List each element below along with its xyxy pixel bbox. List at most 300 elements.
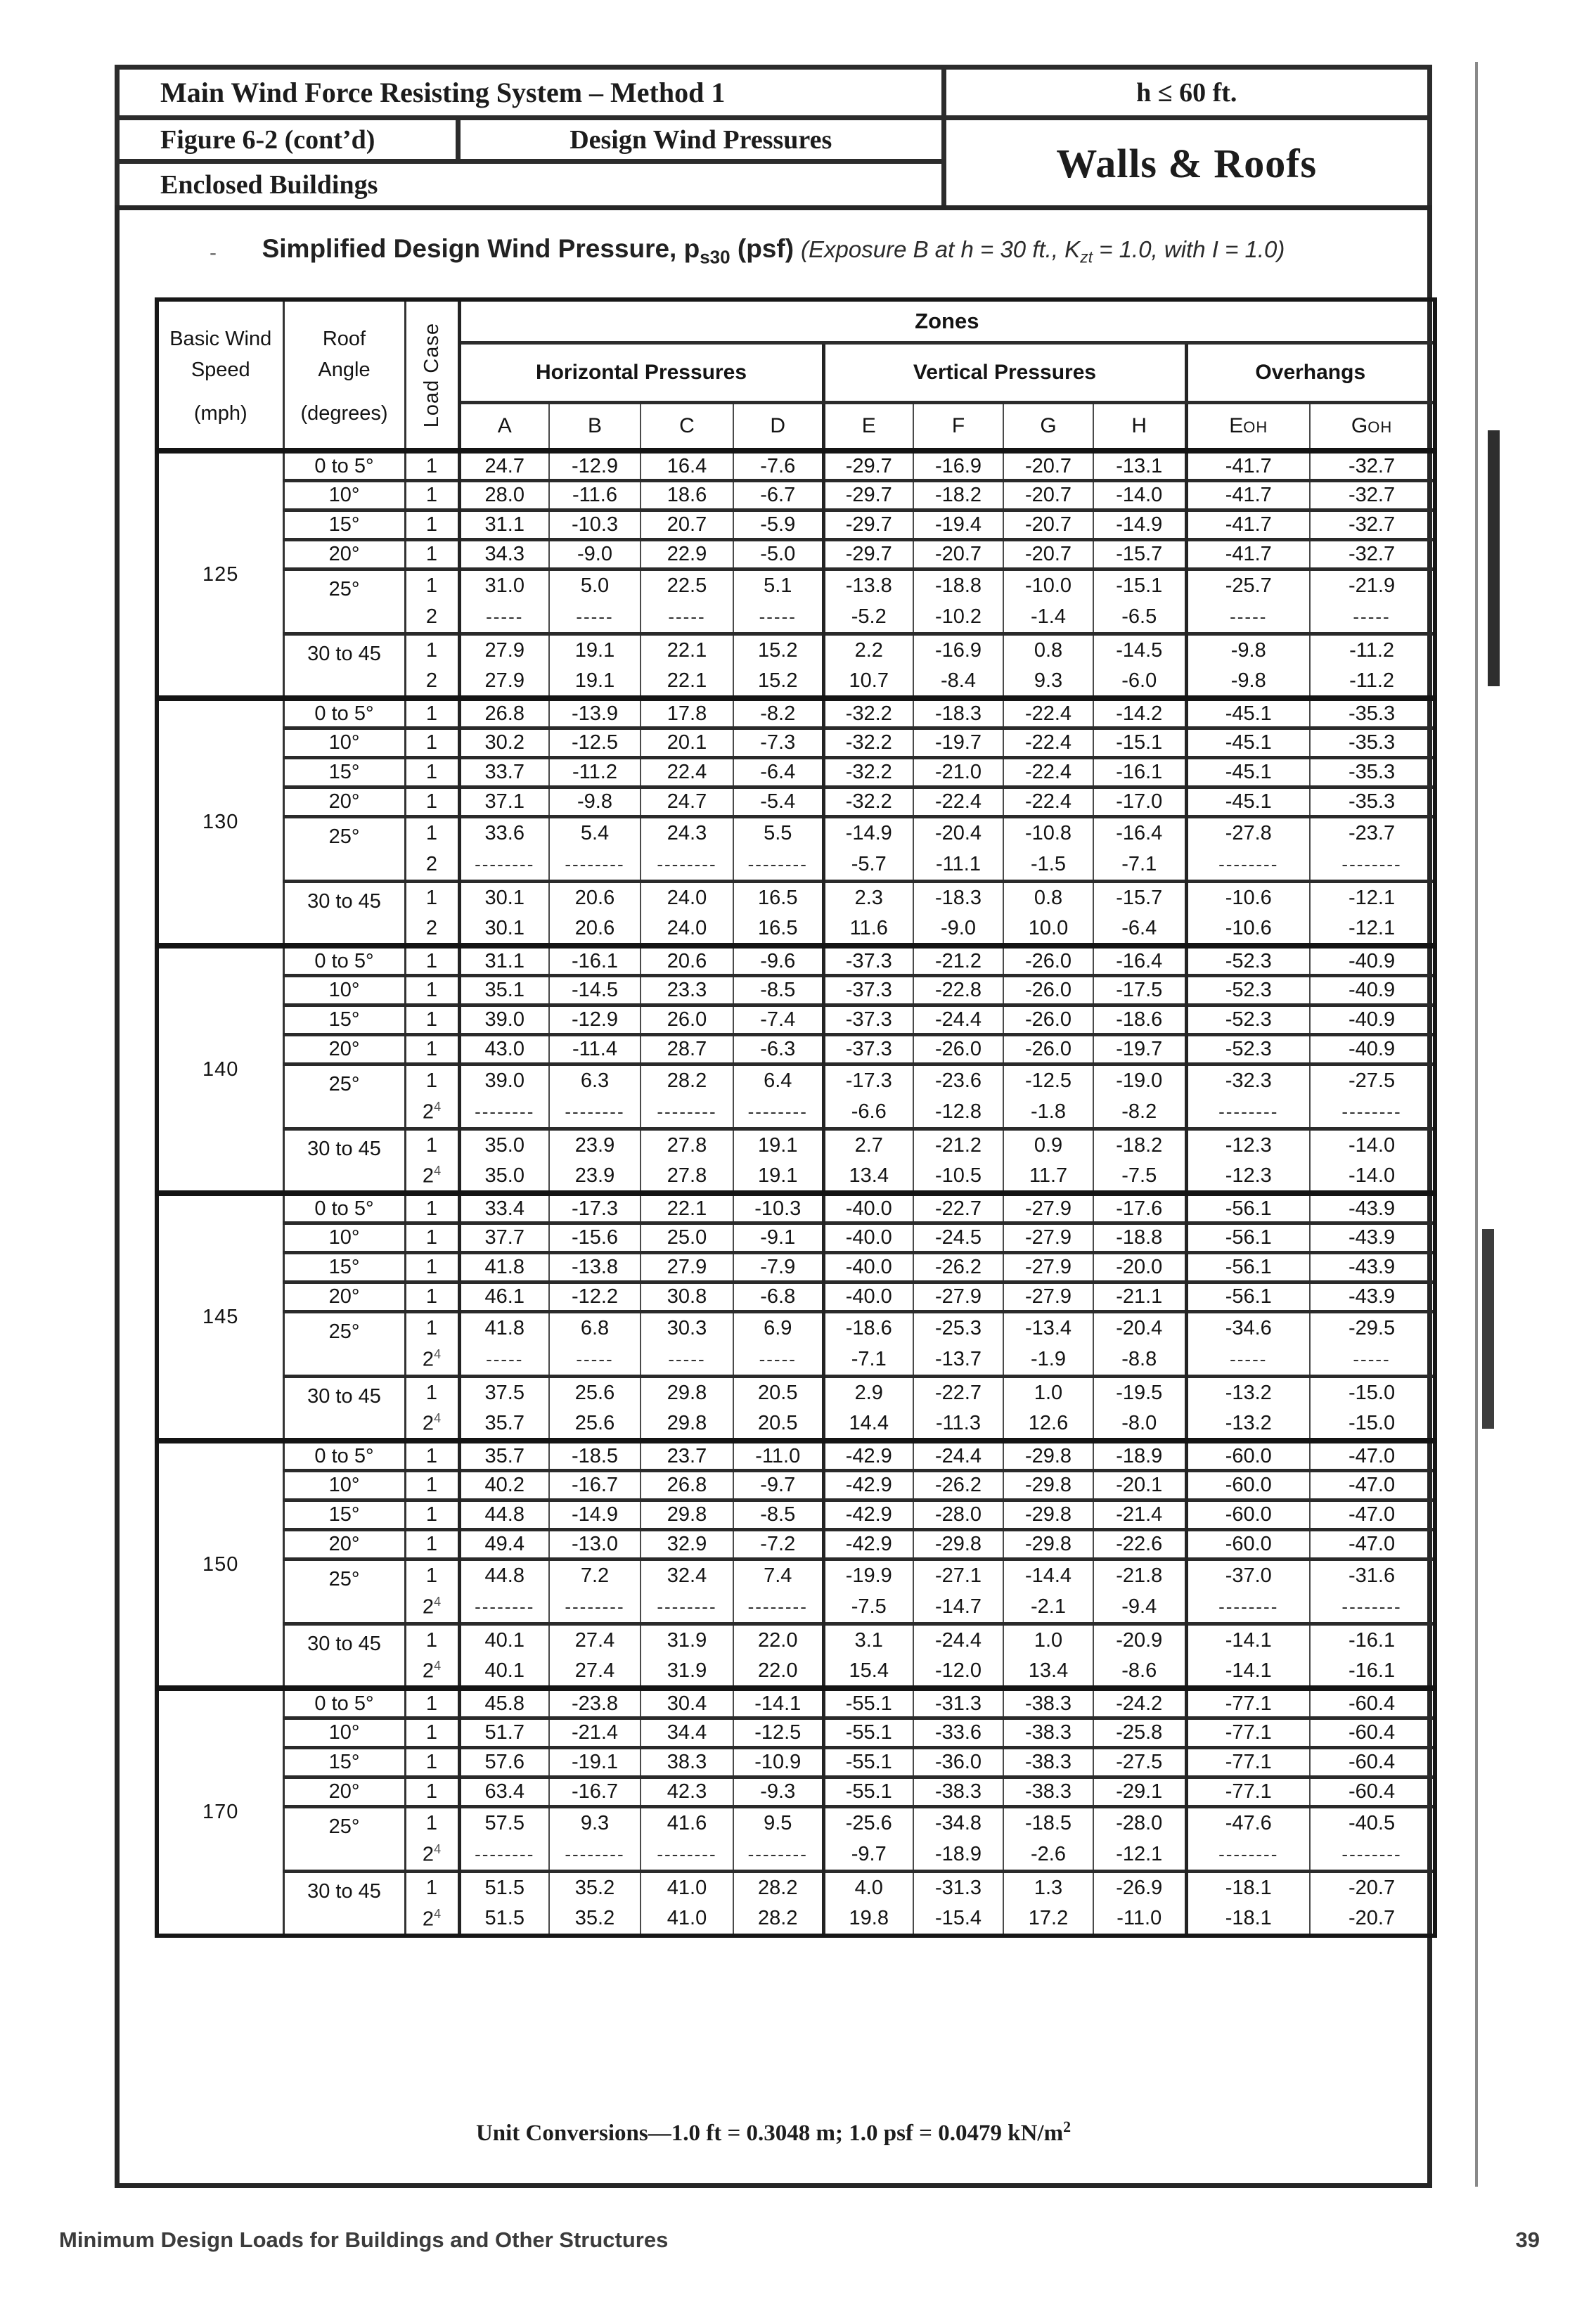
figure-header-left	[120, 70, 946, 206]
page-footer	[59, 2227, 1540, 2253]
pressure-value: -12.3	[1186, 1129, 1310, 1161]
pressure-value: -6.8	[733, 1282, 823, 1311]
roof-angle-value: 10°	[283, 975, 405, 1005]
load-case-value: 1	[405, 480, 459, 510]
pressure-value: -10.8	[1003, 816, 1093, 849]
pressure-value: 23.3	[641, 975, 733, 1005]
pressure-value: 35.2	[549, 1871, 641, 1903]
page-edge-line	[1475, 62, 1478, 2187]
pressure-value: -14.2	[1093, 698, 1186, 728]
pressure-value: --------	[459, 1591, 549, 1623]
pressure-value: 51.5	[459, 1903, 549, 1936]
pressure-value: 1.0	[1003, 1623, 1093, 1656]
pressure-value: -29.8	[913, 1529, 1003, 1559]
pressure-value: -28.0	[913, 1500, 1003, 1529]
pressure-value: -16.7	[549, 1777, 641, 1806]
pressure-value: 9.3	[1003, 666, 1093, 698]
angle-unit: (degrees)	[300, 402, 388, 425]
pressure-value: -16.1	[1310, 1656, 1435, 1688]
pressure-value: 27.9	[459, 666, 549, 698]
pressure-value: -26.0	[1003, 1005, 1093, 1034]
header-zones: Zones	[459, 300, 1435, 343]
load-case-value: 1	[405, 1500, 459, 1529]
load-case-value: 1	[405, 1282, 459, 1311]
building-type: Enclosed Buildings	[160, 170, 378, 200]
pressure-value: 6.8	[549, 1311, 641, 1344]
pressure-value: -26.2	[913, 1252, 1003, 1282]
pressure-value: -52.3	[1186, 1005, 1310, 1034]
revision-bar-top	[1488, 430, 1500, 686]
pressure-value: -20.0	[1093, 1252, 1186, 1282]
pressure-value: 23.9	[549, 1161, 641, 1193]
pressure-value: -27.5	[1310, 1064, 1435, 1096]
pressure-value: 6.4	[733, 1064, 823, 1096]
pressure-value: -12.1	[1093, 1839, 1186, 1871]
pressure-value: -55.1	[823, 1718, 913, 1747]
load-case-value: 2	[405, 666, 459, 698]
pressure-value: 28.2	[641, 1064, 733, 1096]
pressure-value: 35.2	[549, 1903, 641, 1936]
pressure-value: 31.1	[459, 946, 549, 975]
pressure-value: 19.1	[549, 634, 641, 666]
pressure-value: -45.1	[1186, 787, 1310, 816]
roof-angle-value: 30 to 45	[283, 1376, 405, 1441]
pressure-value: -10.6	[1186, 913, 1310, 946]
pressure-value: 9.3	[549, 1806, 641, 1839]
pressure-value: 10.7	[823, 666, 913, 698]
pressure-value: --------	[459, 1096, 549, 1129]
pressure-value: -40.9	[1310, 1005, 1435, 1034]
pressure-value: 63.4	[459, 1777, 549, 1806]
pressure-value: -55.1	[823, 1777, 913, 1806]
pressure-value: -47.6	[1186, 1806, 1310, 1839]
pressure-value: -32.2	[823, 757, 913, 787]
pressure-value: 25.6	[549, 1408, 641, 1441]
pressure-value: -60.4	[1310, 1718, 1435, 1747]
pressure-value: -15.7	[1093, 539, 1186, 569]
pressure-value: 22.1	[641, 666, 733, 698]
pressure-value: -5.0	[733, 539, 823, 569]
pressure-value: -2.6	[1003, 1839, 1093, 1871]
pressure-value: -9.8	[1186, 666, 1310, 698]
pressure-value: -37.3	[823, 975, 913, 1005]
pressure-value: -----	[549, 601, 641, 634]
pressure-value: 31.9	[641, 1656, 733, 1688]
pressure-value: 35.7	[459, 1408, 549, 1441]
pressure-value: 11.7	[1003, 1161, 1093, 1193]
pressure-value: -----	[1310, 601, 1435, 634]
pressure-value: 22.4	[641, 757, 733, 787]
pressure-value: -7.6	[733, 451, 823, 480]
pressure-value: --------	[459, 849, 549, 881]
pressure-value: --------	[1186, 1839, 1310, 1871]
pressure-value: -32.7	[1310, 539, 1435, 569]
pressure-value: 28.0	[459, 480, 549, 510]
pressure-value: 14.4	[823, 1408, 913, 1441]
pressure-value: -22.8	[913, 975, 1003, 1005]
pressure-value: -10.6	[1186, 881, 1310, 913]
pressure-value: -24.2	[1093, 1688, 1186, 1718]
pressure-value: 6.3	[549, 1064, 641, 1096]
pressure-value: 19.1	[549, 666, 641, 698]
pressure-value: -10.3	[549, 510, 641, 539]
pressure-value: -14.0	[1310, 1129, 1435, 1161]
pressure-value: 32.4	[641, 1559, 733, 1591]
pressure-value: -6.4	[1093, 913, 1186, 946]
pressure-value: -20.7	[1003, 539, 1093, 569]
pressure-value: -27.8	[1186, 816, 1310, 849]
pressure-value: -16.1	[1093, 757, 1186, 787]
pressure-value: -32.7	[1310, 480, 1435, 510]
pressure-value: 20.6	[549, 913, 641, 946]
pressure-value: --------	[1310, 849, 1435, 881]
pressure-value: 26.8	[459, 698, 549, 728]
height-limit: h ≤ 60 ft.	[946, 70, 1427, 120]
pressure-value: -10.5	[913, 1161, 1003, 1193]
pressure-value: 7.4	[733, 1559, 823, 1591]
load-case-value: 2	[405, 601, 459, 634]
pressure-value: 34.3	[459, 539, 549, 569]
pressure-value: 22.0	[733, 1656, 823, 1688]
pressure-value: 23.7	[641, 1441, 733, 1470]
pressure-value: -8.2	[733, 698, 823, 728]
figure-header	[115, 65, 1432, 211]
pressure-value: -----	[1186, 1344, 1310, 1376]
pressure-value: 33.6	[459, 816, 549, 849]
pressure-value: -21.4	[1093, 1500, 1186, 1529]
pressure-value: -14.9	[549, 1500, 641, 1529]
pressure-value: 22.0	[733, 1623, 823, 1656]
roof-angle-value: 20°	[283, 787, 405, 816]
pressure-value: 1.0	[1003, 1376, 1093, 1408]
pressure-value: -41.7	[1186, 451, 1310, 480]
pressure-value: -22.4	[913, 787, 1003, 816]
pressure-value: -38.3	[1003, 1688, 1093, 1718]
pressure-value: -31.3	[913, 1871, 1003, 1903]
pressure-value: 5.4	[549, 816, 641, 849]
pressure-value: -6.5	[1093, 601, 1186, 634]
title-main: Simplified Design Wind Pressure, p	[262, 234, 700, 263]
roof-angle-value: 15°	[283, 757, 405, 787]
pressure-value: -29.1	[1093, 1777, 1186, 1806]
load-case-value: 1	[405, 634, 459, 666]
pressure-value: -28.0	[1093, 1806, 1186, 1839]
pressure-value: -----	[641, 1344, 733, 1376]
pressure-value: 27.8	[641, 1161, 733, 1193]
load-case-value: 1	[405, 975, 459, 1005]
figure-subtitle: Design Wind Pressures	[569, 124, 832, 155]
pressure-value: -14.1	[1186, 1623, 1310, 1656]
pressure-value: 30.3	[641, 1311, 733, 1344]
pressure-value: 29.8	[641, 1376, 733, 1408]
pressure-value: -40.5	[1310, 1806, 1435, 1839]
pressure-value: -40.9	[1310, 946, 1435, 975]
roof-angle-value: 20°	[283, 1529, 405, 1559]
zone-letter-header: D	[733, 403, 823, 451]
pressure-value: --------	[641, 1096, 733, 1129]
pressure-value: -20.7	[913, 539, 1003, 569]
pressure-value: 27.8	[641, 1129, 733, 1161]
roof-angle-value: 15°	[283, 1747, 405, 1777]
pressure-value: -60.4	[1310, 1747, 1435, 1777]
roof-angle-value: 10°	[283, 1718, 405, 1747]
load-case-value: 1	[405, 1376, 459, 1408]
basic-wind-speed-value: 140	[157, 946, 283, 1193]
pressure-value: -7.5	[1093, 1161, 1186, 1193]
overhang-letter-header: EOH	[1186, 403, 1310, 451]
load-case-value: 1	[405, 1129, 459, 1161]
load-case-value: 2	[405, 913, 459, 946]
pressure-value: -27.9	[913, 1282, 1003, 1311]
pressure-value: -22.6	[1093, 1529, 1186, 1559]
pressure-value: -18.1	[1186, 1871, 1310, 1903]
pressure-value: -29.8	[1003, 1441, 1093, 1470]
pressure-value: -10.3	[733, 1193, 823, 1223]
load-case-value: 1	[405, 1034, 459, 1064]
speed-unit: (mph)	[193, 402, 247, 425]
pressure-value: -26.0	[1003, 975, 1093, 1005]
pressure-value: -12.5	[549, 728, 641, 757]
pressure-value: 33.4	[459, 1193, 549, 1223]
zone-letter-header: H	[1093, 403, 1186, 451]
pressure-value: -18.6	[1093, 1005, 1186, 1034]
pressure-value: 15.4	[823, 1656, 913, 1688]
load-case-value: 1	[405, 946, 459, 975]
load-case-value: 1	[405, 1806, 459, 1839]
pressure-value: -17.0	[1093, 787, 1186, 816]
load-case-value: 1	[405, 451, 459, 480]
pressure-value: -12.8	[913, 1096, 1003, 1129]
pressure-value: -35.3	[1310, 757, 1435, 787]
pressure-value: 19.8	[823, 1903, 913, 1936]
pressure-value: -29.7	[823, 539, 913, 569]
zone-group-header: Horizontal Pressures	[459, 343, 823, 403]
pressure-value: --------	[1310, 1591, 1435, 1623]
overhang-letter-header: GOH	[1310, 403, 1435, 451]
roof-angle-value: 30 to 45	[283, 1129, 405, 1193]
pressure-value: 27.4	[549, 1623, 641, 1656]
pressure-value: -19.0	[1093, 1064, 1186, 1096]
pressure-value: 39.0	[459, 1064, 549, 1096]
pressure-value: 40.1	[459, 1623, 549, 1656]
pressure-value: -38.3	[1003, 1718, 1093, 1747]
basic-wind-speed-value: 170	[157, 1688, 283, 1936]
pressure-value: 3.1	[823, 1623, 913, 1656]
pressure-value: 19.1	[733, 1161, 823, 1193]
pressure-value: -60.0	[1186, 1500, 1310, 1529]
pressure-value: 24.0	[641, 913, 733, 946]
pressure-value: -45.1	[1186, 728, 1310, 757]
book-title: Minimum Design Loads for Buildings and Other Structures	[59, 2227, 669, 2252]
title-condition: (Exposure B at h = 30 ft., K	[801, 236, 1081, 262]
pressure-value: 16.4	[641, 451, 733, 480]
pressure-value: -21.0	[913, 757, 1003, 787]
pressure-value: -22.4	[1003, 698, 1093, 728]
pressure-value: -7.4	[733, 1005, 823, 1034]
pressure-value: -52.3	[1186, 946, 1310, 975]
pressure-value: -77.1	[1186, 1777, 1310, 1806]
pressure-value: 51.7	[459, 1718, 549, 1747]
header-roof-angle	[283, 300, 405, 451]
pressure-value: -17.3	[549, 1193, 641, 1223]
pressure-value: 20.7	[641, 510, 733, 539]
pressure-value: -9.1	[733, 1223, 823, 1252]
pressure-value: 49.4	[459, 1529, 549, 1559]
pressure-value: 28.2	[733, 1871, 823, 1903]
load-case-value: $2^4$	[405, 1591, 459, 1623]
wind-pressure-table	[155, 297, 1437, 1938]
pressure-value: 35.1	[459, 975, 549, 1005]
basic-wind-speed-value: 125	[157, 451, 283, 698]
pressure-value: -18.5	[549, 1441, 641, 1470]
pressure-value: -41.7	[1186, 480, 1310, 510]
roof-angle-value: 15°	[283, 1252, 405, 1282]
pressure-value: 22.1	[641, 1193, 733, 1223]
pressure-value: -34.8	[913, 1806, 1003, 1839]
pressure-value: -9.7	[733, 1470, 823, 1500]
pressure-value: -12.9	[549, 451, 641, 480]
pressure-value: -56.1	[1186, 1252, 1310, 1282]
pressure-value: 24.3	[641, 816, 733, 849]
pressure-value: 0.8	[1003, 881, 1093, 913]
pressure-value: -8.5	[733, 975, 823, 1005]
load-case-value: 1	[405, 1559, 459, 1591]
pressure-value: -6.4	[733, 757, 823, 787]
pressure-value: -11.2	[1310, 666, 1435, 698]
title-main-sub: s30	[700, 246, 731, 268]
pressure-value: -20.9	[1093, 1623, 1186, 1656]
pressure-value: 41.6	[641, 1806, 733, 1839]
pressure-value: 41.0	[641, 1871, 733, 1903]
pressure-value: -56.1	[1186, 1223, 1310, 1252]
pressure-value: -1.4	[1003, 601, 1093, 634]
pressure-value: 7.2	[549, 1559, 641, 1591]
pressure-value: -47.0	[1310, 1500, 1435, 1529]
pressure-value: -52.3	[1186, 1034, 1310, 1064]
pressure-value: -41.7	[1186, 510, 1310, 539]
pressure-value: 5.5	[733, 816, 823, 849]
pressure-value: -25.8	[1093, 1718, 1186, 1747]
pressure-value: 37.1	[459, 787, 549, 816]
load-case-value: 1	[405, 1441, 459, 1470]
pressure-value: --------	[549, 849, 641, 881]
roof-angle-value: 0 to 5°	[283, 946, 405, 975]
title-condition-end: = 1.0, with I = 1.0)	[1093, 236, 1285, 262]
pressure-value: 20.5	[733, 1408, 823, 1441]
pressure-value: -12.0	[913, 1656, 1003, 1688]
pressure-value: -18.9	[913, 1839, 1003, 1871]
load-case-value: 1	[405, 1005, 459, 1034]
pressure-value: 41.8	[459, 1252, 549, 1282]
pressure-value: 23.9	[549, 1129, 641, 1161]
load-case-value: 2	[405, 849, 459, 881]
pressure-value: -77.1	[1186, 1688, 1310, 1718]
pressure-value: -7.5	[823, 1591, 913, 1623]
roof-angle-value: 20°	[283, 539, 405, 569]
pressure-value: -23.6	[913, 1064, 1003, 1096]
pressure-value: -7.1	[823, 1344, 913, 1376]
pressure-value: -8.0	[1093, 1408, 1186, 1441]
pressure-value: -19.9	[823, 1559, 913, 1591]
load-case-value: 1	[405, 1871, 459, 1903]
pressure-value: -----	[1186, 601, 1310, 634]
pressure-value: -7.1	[1093, 849, 1186, 881]
pressure-value: -45.1	[1186, 698, 1310, 728]
pressure-value: -27.1	[913, 1559, 1003, 1591]
pressure-value: -26.0	[1003, 946, 1093, 975]
pressure-value: -37.0	[1186, 1559, 1310, 1591]
roof-angle-value: 15°	[283, 510, 405, 539]
roof-angle-value: 30 to 45	[283, 1623, 405, 1688]
pressure-value: -60.4	[1310, 1688, 1435, 1718]
pressure-value: -18.2	[913, 480, 1003, 510]
pressure-value: 41.8	[459, 1311, 549, 1344]
pressure-value: -7.9	[733, 1252, 823, 1282]
pressure-value: -22.4	[1003, 757, 1093, 787]
load-case-value: 1	[405, 698, 459, 728]
pressure-value: 34.4	[641, 1718, 733, 1747]
pressure-value: -13.7	[913, 1344, 1003, 1376]
zone-group-header: Vertical Pressures	[823, 343, 1186, 403]
roof-angle-value: 0 to 5°	[283, 1441, 405, 1470]
pressure-value: 17.8	[641, 698, 733, 728]
roof-angle-value: 10°	[283, 728, 405, 757]
pressure-value: -1.9	[1003, 1344, 1093, 1376]
pressure-value: 31.9	[641, 1623, 733, 1656]
figure-number: Figure 6-2 (cont’d)	[120, 120, 461, 159]
pressure-value: -17.3	[823, 1064, 913, 1096]
pressure-value: -18.9	[1093, 1441, 1186, 1470]
load-case-value: 1	[405, 787, 459, 816]
pressure-value: 38.3	[641, 1747, 733, 1777]
pressure-value: -12.2	[549, 1282, 641, 1311]
pressure-value: 22.1	[641, 634, 733, 666]
pressure-value: -16.1	[549, 946, 641, 975]
scope-label: Walls & Roofs	[1056, 140, 1318, 186]
load-case-label: Load Case	[420, 322, 443, 428]
pressure-value: 2.3	[823, 881, 913, 913]
pressure-value: -52.3	[1186, 975, 1310, 1005]
pressure-value: 0.8	[1003, 634, 1093, 666]
pressure-value: -11.6	[549, 480, 641, 510]
pressure-value: -42.9	[823, 1500, 913, 1529]
pressure-value: 26.0	[641, 1005, 733, 1034]
figure-header-right	[946, 70, 1427, 206]
pressure-value: -35.3	[1310, 728, 1435, 757]
pressure-value: -6.6	[823, 1096, 913, 1129]
pressure-value: -43.9	[1310, 1223, 1435, 1252]
roof-angle-value: 10°	[283, 1470, 405, 1500]
pressure-value: -31.6	[1310, 1559, 1435, 1591]
roof-angle-value: 0 to 5°	[283, 1688, 405, 1718]
pressure-value: -----	[459, 601, 549, 634]
pressure-value: -1.5	[1003, 849, 1093, 881]
pressure-value: 28.7	[641, 1034, 733, 1064]
roof-angle-value: 30 to 45	[283, 1871, 405, 1936]
pressure-value: -22.4	[1003, 787, 1093, 816]
pressure-value: -35.3	[1310, 787, 1435, 816]
pressure-value: 37.5	[459, 1376, 549, 1408]
roof-angle-value: 25°	[283, 569, 405, 634]
roof-angle-value: 25°	[283, 1311, 405, 1376]
pressure-value: -20.7	[1003, 510, 1093, 539]
pressure-value: 31.1	[459, 510, 549, 539]
load-case-value: 1	[405, 1470, 459, 1500]
pressure-value: --------	[641, 1839, 733, 1871]
pressure-value: -13.2	[1186, 1376, 1310, 1408]
pressure-value: -26.2	[913, 1470, 1003, 1500]
mwfrs-title: Main Wind Force Resisting System – Method 1	[120, 70, 941, 120]
